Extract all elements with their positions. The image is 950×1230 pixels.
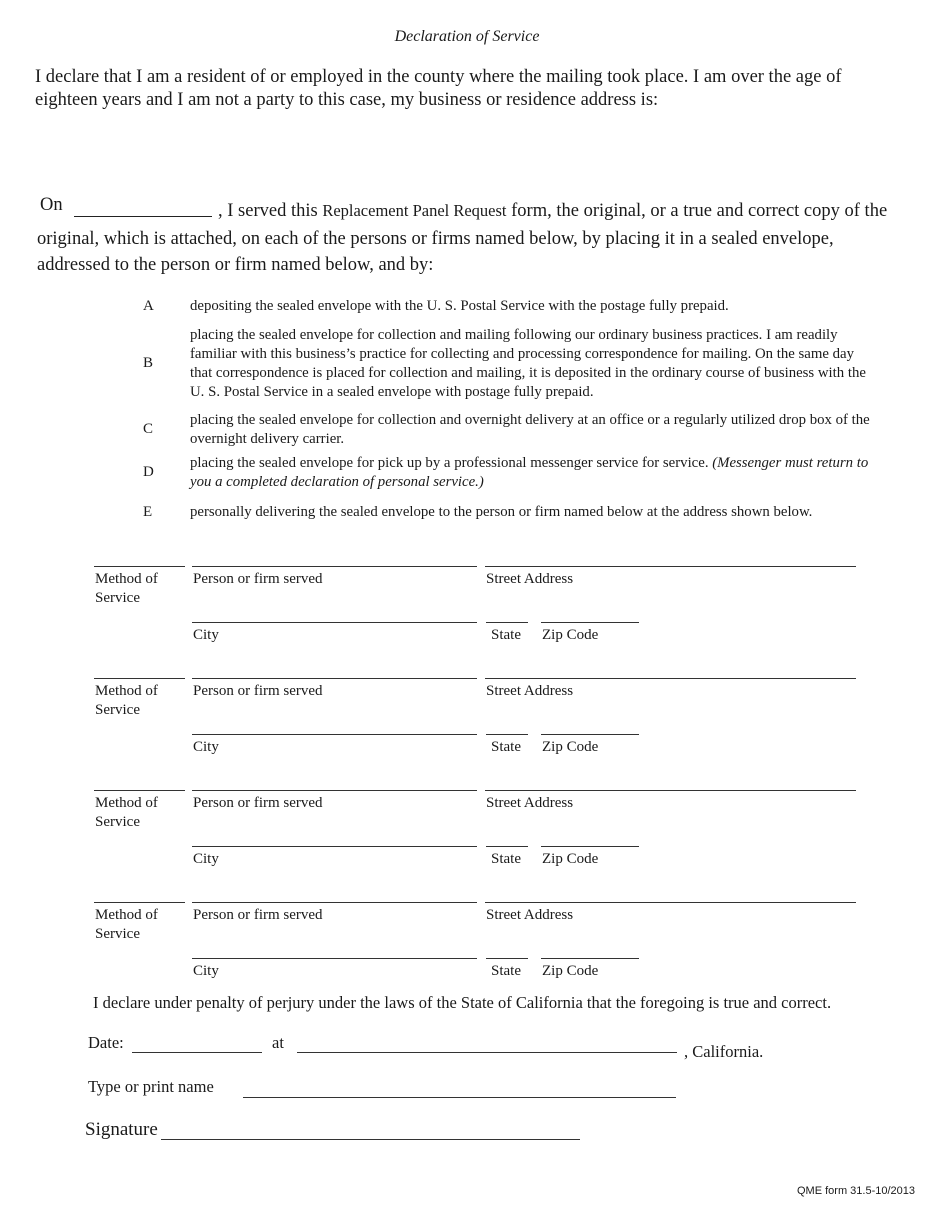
person-served-label: Person or firm served — [193, 683, 323, 699]
form-number: QME form 31.5-10/2013 — [797, 1185, 916, 1197]
at-label: at — [272, 1033, 284, 1052]
street-address-label: Street Address — [486, 571, 574, 587]
option-text-c: placing the sealed envelope for collection and overnight delivery at an office or a regularly utilized drop box of the overnight delivery carrier. — [190, 412, 870, 447]
option-text-d — [190, 454, 870, 492]
option-letter-d: D — [143, 464, 154, 480]
street-address-label: Street Address — [486, 907, 574, 923]
method-of-service-field[interactable] — [94, 902, 185, 903]
served-line-3: addressed to the person or firm named below, and by: — [37, 255, 434, 275]
date-field[interactable] — [132, 1052, 262, 1053]
city-label: City — [193, 851, 219, 867]
form-name: Replacement Panel Request — [322, 201, 507, 220]
state-label: State — [491, 739, 521, 755]
zip-code-label: Zip Code — [542, 963, 599, 979]
city-label: City — [193, 627, 219, 643]
zip-code-label: Zip Code — [542, 851, 599, 867]
person-served-label: Person or firm served — [193, 795, 323, 811]
method-of-service-label: Method of Service — [95, 683, 158, 718]
option-text-a: depositing the sealed envelope with the U. S. Postal Service with the postage fully prepaid. — [190, 298, 729, 314]
date-label: Date: — [88, 1033, 124, 1052]
option-text-d-note: (Messenger must return to you a completed declaration of personal service.) — [190, 455, 869, 490]
method-of-service-label: Method of Service — [95, 571, 158, 606]
method-of-service-field[interactable] — [94, 566, 185, 567]
state-field[interactable] — [486, 622, 528, 623]
person-served-label: Person or firm served — [193, 907, 323, 923]
state-field[interactable] — [486, 958, 528, 959]
zip-code-field[interactable] — [541, 958, 639, 959]
city-label: City — [193, 963, 219, 979]
city-label: City — [193, 739, 219, 755]
perjury-declaration: I declare under penalty of perjury under the laws of the State of California that the foregoing is true and correct. — [93, 993, 832, 1012]
method-of-service-label: Method of Service — [95, 907, 158, 942]
person-served-label: Person or firm served — [193, 571, 323, 587]
person-served-field[interactable] — [192, 902, 477, 903]
method-of-service-field[interactable] — [94, 790, 185, 791]
street-address-field[interactable] — [485, 790, 856, 791]
city-field[interactable] — [192, 622, 477, 623]
zip-code-field[interactable] — [541, 622, 639, 623]
option-letter-a: A — [143, 298, 154, 314]
page-title: Declaration of Service — [394, 28, 540, 45]
signature-field[interactable] — [161, 1139, 580, 1140]
print-name-label: Type or print name — [88, 1077, 214, 1096]
option-letter-b: B — [143, 355, 154, 371]
method-of-service-label: Method of Service — [95, 795, 158, 830]
person-served-field[interactable] — [192, 678, 477, 679]
zip-code-label: Zip Code — [542, 739, 599, 755]
served-text-a: , I served this — [218, 201, 323, 221]
california-label: , California. — [684, 1042, 764, 1061]
person-served-field[interactable] — [192, 790, 477, 791]
option-text-d-main: placing the sealed envelope for pick up by a professional messenger service for service. — [190, 455, 713, 471]
print-name-field[interactable] — [243, 1097, 676, 1098]
street-address-field[interactable] — [485, 902, 856, 903]
state-label: State — [491, 963, 521, 979]
served-line-2: original, which is attached, on each of the persons or firms named below, by placing it in a sealed envelope, — [37, 229, 834, 249]
person-served-field[interactable] — [192, 566, 477, 567]
served-text-b: form, the original, or a true and correct copy of the — [506, 201, 888, 221]
state-field[interactable] — [486, 734, 528, 735]
state-label: State — [491, 851, 521, 867]
served-statement — [218, 201, 887, 222]
option-text-b: placing the sealed envelope for collection and mailing following our ordinary business practices. I am readily familiar with this business’s practice for collecting and processing correspondence for mailing. On the same day that correspondence is placed for collection and mailing, it is deposited in the ordinary course of business with the U. S. Postal Service in a sealed envelope with postage fully prepaid. — [190, 327, 866, 400]
option-text-e: personally delivering the sealed envelope to the person or firm named below at the address shown below. — [190, 504, 813, 520]
state-field[interactable] — [486, 846, 528, 847]
service-date-field[interactable] — [74, 216, 212, 217]
method-of-service-field[interactable] — [94, 678, 185, 679]
street-address-label: Street Address — [486, 683, 574, 699]
street-address-label: Street Address — [486, 795, 574, 811]
zip-code-field[interactable] — [541, 846, 639, 847]
city-field[interactable] — [192, 734, 477, 735]
on-label: On — [40, 195, 63, 215]
option-letter-e: E — [143, 504, 153, 520]
street-address-field[interactable] — [485, 566, 856, 567]
city-field[interactable] — [192, 846, 477, 847]
location-field[interactable] — [297, 1052, 677, 1053]
state-label: State — [491, 627, 521, 643]
zip-code-field[interactable] — [541, 734, 639, 735]
city-field[interactable] — [192, 958, 477, 959]
street-address-field[interactable] — [485, 678, 856, 679]
intro-paragraph: I declare that I am a resident of or employed in the county where the mailing took place. I am over the age of eighteen years and I am not a party to this case, my business or residence address is: — [35, 67, 842, 110]
option-letter-c: C — [143, 421, 154, 437]
zip-code-label: Zip Code — [542, 627, 599, 643]
signature-label: Signature — [85, 1119, 158, 1140]
